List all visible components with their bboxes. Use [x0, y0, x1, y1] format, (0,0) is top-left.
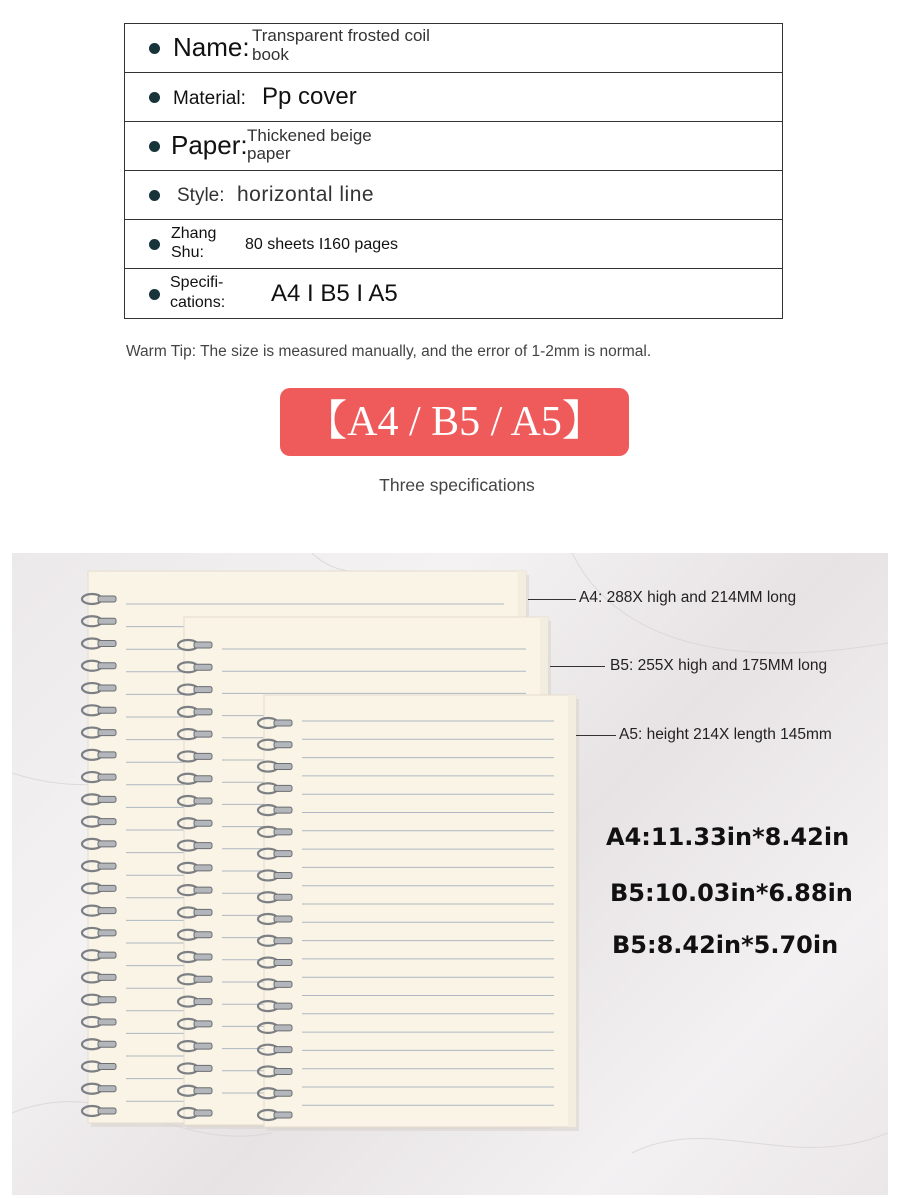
spiral-coil-icon — [82, 1106, 116, 1116]
size-label-a5: A5: height 214X length 145mm — [619, 726, 832, 743]
spiral-coil-icon — [82, 861, 116, 871]
leader-line-b5 — [550, 666, 605, 667]
bullet-dot-icon — [149, 289, 160, 300]
spec-value-zhang-shu: 80 sheets I160 pages — [245, 236, 399, 253]
spec-row-specifications — [125, 269, 782, 318]
spec-value-name: Transparent frosted coil book — [252, 26, 430, 64]
spiral-coil-icon — [82, 594, 116, 604]
spiral-coil-icon — [82, 1061, 116, 1071]
spec-row-style — [125, 171, 782, 220]
spiral-coil-icon — [82, 906, 116, 916]
spec-value-paper: Thickened beige paper — [247, 126, 372, 163]
spec-row-paper — [125, 122, 782, 171]
spec-label-style: Style: — [177, 185, 225, 206]
spec-row-material — [125, 73, 782, 122]
bullet-dot-icon — [149, 190, 160, 201]
spec-label-paper: Paper: — [171, 130, 248, 160]
spec-value-specifications: A4 I B5 I A5 — [271, 280, 398, 307]
size-label-b5: B5: 255X high and 175MM long — [610, 657, 828, 674]
dimension-b5: B5:10.03in*6.88in — [610, 879, 853, 907]
warm-tip: Warm Tip: The size is measured manually, and the error of 1-2mm is normal. — [126, 343, 652, 360]
bullet-dot-icon — [149, 141, 160, 152]
spec-table — [124, 23, 783, 319]
notebooks-illustration — [12, 553, 888, 1195]
bullet-dot-icon — [149, 43, 160, 54]
spec-label-zhang-shu: Zhang Shu: — [171, 225, 217, 261]
dimension-a5: B5:8.42in*5.70in — [612, 931, 839, 959]
spiral-coil-icon — [82, 839, 116, 849]
bullet-dot-icon — [149, 92, 160, 103]
leader-line-a5 — [576, 735, 616, 736]
spec-label-material: Material: — [173, 88, 246, 109]
notebook-photo — [12, 553, 888, 1195]
spec-row-zhang-shu — [125, 220, 782, 269]
leader-line-a4 — [528, 599, 576, 600]
spiral-coil-icon — [82, 1084, 116, 1094]
spiral-coil-icon — [82, 817, 116, 827]
spec-label-specifications: Specifi- cations: — [170, 274, 226, 311]
spiral-coil-icon — [82, 883, 116, 893]
badge-caption: Three specifications — [379, 475, 535, 495]
spec-value-material: Pp cover — [262, 83, 357, 110]
spec-badge: 【A4 / B5 / A5】 — [280, 388, 629, 456]
size-label-a4: A4: 288X high and 214MM long — [579, 589, 797, 606]
bullet-dot-icon — [149, 239, 160, 250]
notebook-a5 — [258, 695, 579, 1131]
spec-value-style: horizontal line — [237, 183, 375, 206]
spec-label-name: Name: — [173, 32, 250, 62]
spec-row-name — [125, 24, 782, 73]
dimension-a4: A4:11.33in*8.42in — [606, 823, 850, 851]
